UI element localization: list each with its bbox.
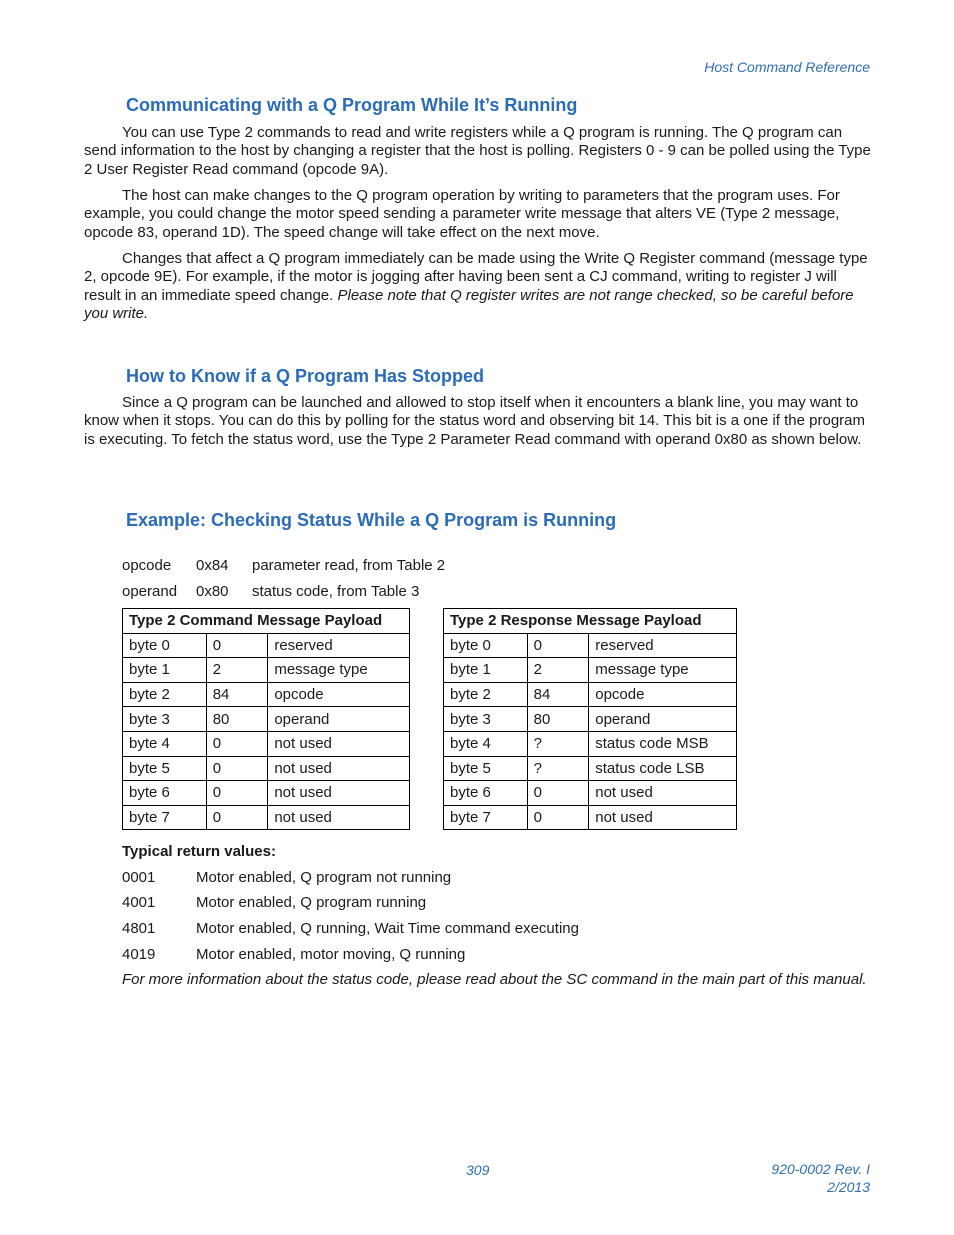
param-desc: parameter read, from Table 2 bbox=[252, 557, 446, 574]
value-cell: 80 bbox=[206, 707, 268, 732]
command-payload-table bbox=[122, 608, 410, 830]
range-check-warning: Please note that Q register writes are not range checked, so be careful before you write. bbox=[84, 286, 854, 323]
byte-cell: byte 2 bbox=[123, 682, 207, 707]
table-row bbox=[123, 707, 410, 732]
param-value: 0x84 bbox=[196, 557, 229, 574]
byte-cell: byte 4 bbox=[444, 731, 528, 756]
table-row bbox=[444, 756, 737, 781]
desc-cell: not used bbox=[268, 731, 410, 756]
table-row bbox=[123, 731, 410, 756]
value-cell: 0 bbox=[206, 781, 268, 806]
command-table-header: Type 2 Command Message Payload bbox=[123, 609, 410, 634]
value-cell: 2 bbox=[527, 658, 589, 683]
table-row bbox=[444, 805, 737, 830]
byte-cell: byte 0 bbox=[123, 633, 207, 658]
value-cell: ? bbox=[527, 756, 589, 781]
document-revision bbox=[771, 1160, 870, 1196]
value-cell: 80 bbox=[527, 707, 589, 732]
value-cell: 0 bbox=[527, 633, 589, 658]
return-desc: Motor enabled, motor moving, Q running bbox=[196, 946, 466, 963]
value-cell: 0 bbox=[206, 731, 268, 756]
doc-date: 2/2013 bbox=[827, 1179, 870, 1195]
desc-cell: reserved bbox=[589, 633, 737, 658]
byte-cell: byte 3 bbox=[444, 707, 528, 732]
param-name: operand bbox=[122, 583, 178, 600]
paragraph-host-changes: The host can make changes to the Q program operation by writing to parameters that the program uses. For example, you could change the motor speed sending a parameter write message that alters VE (Type 2 message, opcode 83, operand 1D). The speed change will take effect on the next move. bbox=[84, 187, 840, 241]
desc-cell: operand bbox=[589, 707, 737, 732]
paragraph-write-q-register-text: Changes that affect a Q program immediately can be made using the Write Q Register command (message type 2, opcode 9E). For example, if the motor is jogging after having been sent a CJ command, writing to register J will result in an immediate speed change. bbox=[84, 250, 868, 304]
param-desc: status code, from Table 3 bbox=[252, 583, 420, 600]
desc-cell: opcode bbox=[268, 682, 410, 707]
return-code: 4019 bbox=[122, 946, 156, 963]
paragraph-status-polling: Since a Q program can be launched and allowed to stop itself when it encounters a blank line, you may want to know when it stops. You can do this by polling for the status word and observing bit 14. This bit is a one if the program is executing. To fetch the status word, use the Type 2 Parameter Read command with operand 0x80 as shown below. bbox=[84, 394, 866, 448]
value-cell: 84 bbox=[527, 682, 589, 707]
desc-cell: not used bbox=[268, 805, 410, 830]
table-row bbox=[444, 633, 737, 658]
value-cell: ? bbox=[527, 731, 589, 756]
paragraph-type2-registers: You can use Type 2 commands to read and write registers while a Q program is running. The Q program can send information to the host by changing a register that the host is polling. Registers 0 - 9 can be polled using the Type 2 User Register Read command (opcode 9A). bbox=[84, 124, 871, 178]
table-row bbox=[444, 658, 737, 683]
table-row bbox=[444, 707, 737, 732]
desc-cell: opcode bbox=[589, 682, 737, 707]
value-cell: 0 bbox=[206, 756, 268, 781]
byte-cell: byte 6 bbox=[123, 781, 207, 806]
desc-cell: operand bbox=[268, 707, 410, 732]
byte-cell: byte 5 bbox=[444, 756, 528, 781]
running-header: Host Command Reference bbox=[704, 59, 870, 75]
byte-cell: byte 7 bbox=[123, 805, 207, 830]
desc-cell: not used bbox=[268, 756, 410, 781]
return-code: 0001 bbox=[122, 869, 156, 886]
table-row bbox=[123, 805, 410, 830]
byte-cell: byte 1 bbox=[444, 658, 528, 683]
section-title-q-program-stopped: How to Know if a Q Program Has Stopped bbox=[126, 366, 485, 386]
return-desc: Motor enabled, Q running, Wait Time command executing bbox=[196, 920, 579, 937]
value-cell: 2 bbox=[206, 658, 268, 683]
byte-cell: byte 4 bbox=[123, 731, 207, 756]
byte-cell: byte 1 bbox=[123, 658, 207, 683]
page-number: 309 bbox=[466, 1162, 490, 1178]
value-cell: 84 bbox=[206, 682, 268, 707]
desc-cell: not used bbox=[589, 781, 737, 806]
value-cell: 0 bbox=[527, 805, 589, 830]
value-cell: 0 bbox=[206, 633, 268, 658]
desc-cell: not used bbox=[268, 781, 410, 806]
table-row bbox=[444, 682, 737, 707]
value-cell: 0 bbox=[527, 781, 589, 806]
desc-cell: reserved bbox=[268, 633, 410, 658]
doc-number: 920-0002 Rev. I bbox=[771, 1161, 870, 1177]
response-payload-table bbox=[443, 608, 737, 830]
byte-cell: byte 0 bbox=[444, 633, 528, 658]
byte-cell: byte 2 bbox=[444, 682, 528, 707]
return-code: 4801 bbox=[122, 920, 156, 937]
section-title-example: Example: Checking Status While a Q Program is Running bbox=[126, 510, 617, 530]
param-value: 0x80 bbox=[196, 583, 229, 600]
paragraph-write-q-register bbox=[84, 250, 874, 324]
desc-cell: status code LSB bbox=[589, 756, 737, 781]
byte-cell: byte 3 bbox=[123, 707, 207, 732]
section-title-communicating: Communicating with a Q Program While It’s Running bbox=[126, 95, 578, 115]
desc-cell: message type bbox=[268, 658, 410, 683]
table-row bbox=[444, 781, 737, 806]
return-desc: Motor enabled, Q program not running bbox=[196, 869, 452, 886]
status-code-note: For more information about the status code, please read about the SC command in the main part of this manual. bbox=[122, 971, 867, 988]
desc-cell: status code MSB bbox=[589, 731, 737, 756]
desc-cell: message type bbox=[589, 658, 737, 683]
response-table-header: Type 2 Response Message Payload bbox=[444, 609, 737, 634]
table-row bbox=[123, 682, 410, 707]
param-name: opcode bbox=[122, 557, 172, 574]
table-row bbox=[444, 731, 737, 756]
table-row bbox=[123, 781, 410, 806]
byte-cell: byte 7 bbox=[444, 805, 528, 830]
return-values-label: Typical return values: bbox=[122, 843, 276, 860]
return-code: 4001 bbox=[122, 894, 156, 911]
value-cell: 0 bbox=[206, 805, 268, 830]
desc-cell: not used bbox=[589, 805, 737, 830]
table-row bbox=[123, 658, 410, 683]
return-desc: Motor enabled, Q program running bbox=[196, 894, 427, 911]
table-row bbox=[123, 756, 410, 781]
table-row bbox=[123, 633, 410, 658]
byte-cell: byte 6 bbox=[444, 781, 528, 806]
byte-cell: byte 5 bbox=[123, 756, 207, 781]
